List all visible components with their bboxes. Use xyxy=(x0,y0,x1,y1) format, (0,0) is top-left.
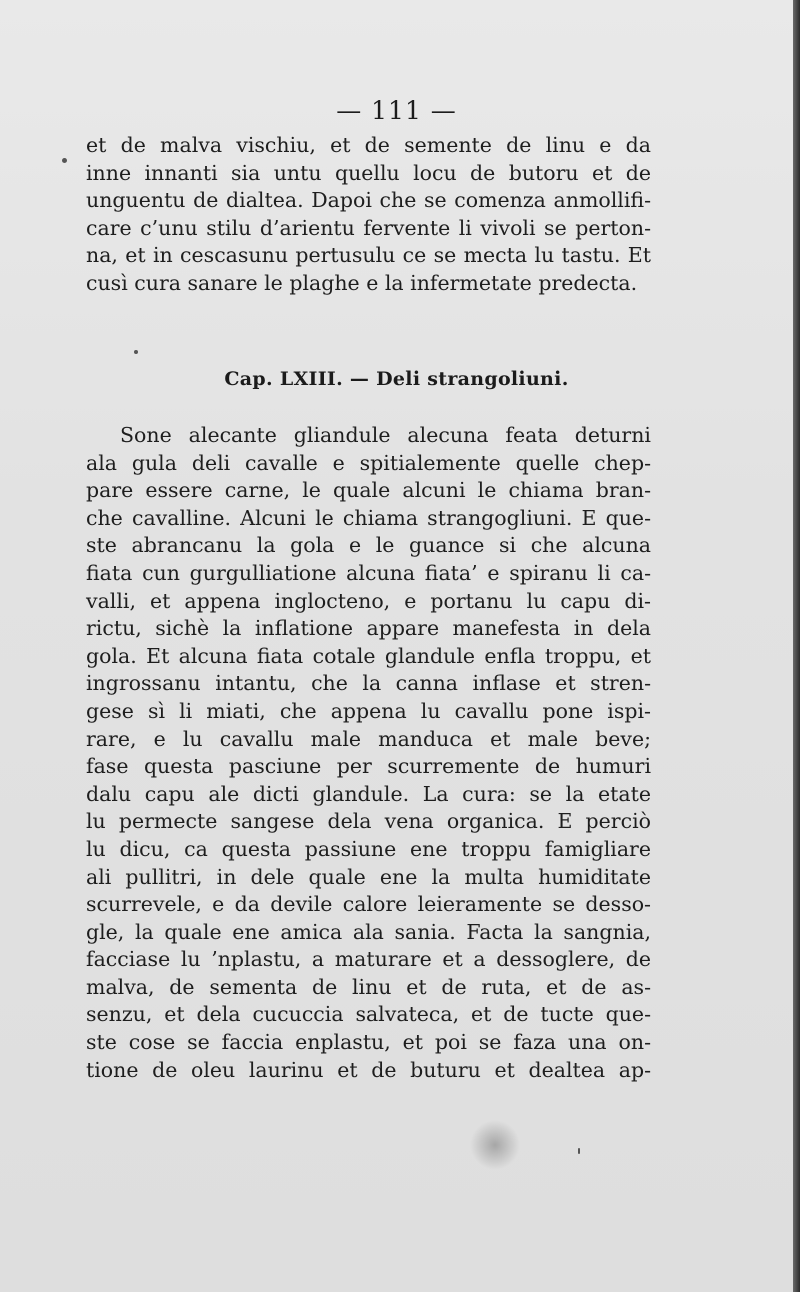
text-line: cusì cura sanare le plaghe e la infermetate predecta. xyxy=(86,270,638,295)
text-line: dalu capu ale dicti glandule. La cura: se la etate xyxy=(86,781,651,806)
text-line: lu permecte sangese dela vena organica. E perciò xyxy=(86,809,651,834)
text-line: valli, et appena inglocteno, e portanu lu capu di- xyxy=(86,588,651,613)
text-line: et de malva vischiu, et de semente de linu e da xyxy=(86,133,651,157)
text-line: lu dicu, ca questa passiune ene troppu famigliare xyxy=(86,836,651,861)
text-line: rictu, sichè la inflatione appare manefesta in dela xyxy=(86,616,651,641)
text-line: rare, e lu cavallu male manduca et male beve; xyxy=(86,726,651,751)
text-line: fiata cun gurgulliatione alcuna fiata’ e spiranu li ca- xyxy=(86,560,651,585)
chapter-heading: Cap. LXIII. — Deli strangoliuni. xyxy=(224,368,569,390)
scan-smudge xyxy=(470,1120,520,1170)
text-line: Sone alecante gliandule alecuna feata deturni xyxy=(120,423,651,447)
text-line: ingrossanu intantu, che la canna inflase et stren- xyxy=(86,671,651,696)
paragraph-continued xyxy=(86,132,651,298)
text-line: inne innanti sia untu quellu locu de butoru et de xyxy=(86,160,651,185)
text-line: ala gula deli cavalle e spitialemente quelle chep- xyxy=(86,450,651,475)
text-line: ali pullitri, in dele quale ene la multa humiditate xyxy=(86,864,651,889)
ink-speck xyxy=(62,158,67,163)
page-number: — 111 — xyxy=(336,96,457,125)
text-line: gola. Et alcuna fiata cotale glandule enfla troppu, et xyxy=(86,643,651,668)
text-line: senzu, et dela cucuccia salvateca, et de tucte que- xyxy=(86,1002,651,1027)
chapter-paragraph xyxy=(86,422,651,1084)
page-edge-shadow xyxy=(793,0,800,1292)
ink-speck xyxy=(578,1148,580,1154)
text-line: fase questa pasciune per scurremente de humuri xyxy=(86,754,651,779)
text-line: unguentu de dialtea. Dapoi che se comenza anmollifi- xyxy=(86,188,651,213)
text-line: care c’unu stilu d’arientu fervente li vivoli se perton- xyxy=(86,215,651,240)
text-line: facciase lu ’nplastu, a maturare et a dessoglere, de xyxy=(86,947,651,972)
text-line: malva, de sementa de linu et de ruta, et de as- xyxy=(86,974,651,999)
text-line: gese sì li miati, che appena lu cavallu pone ispi- xyxy=(86,698,651,723)
text-line: scurrevele, e da devile calore leieramente se desso- xyxy=(86,892,651,917)
ink-speck xyxy=(134,350,138,354)
text-line: ste abrancanu la gola e le guance si che alcuna xyxy=(86,533,651,558)
text-line: che cavalline. Alcuni le chiama strangogliuni. E que- xyxy=(86,505,651,530)
text-line: tione de oleu laurinu et de buturu et dealtea ap- xyxy=(86,1057,651,1082)
text-line: gle, la quale ene amica ala sania. Facta la sangnia, xyxy=(86,919,651,944)
text-line: pare essere carne, le quale alcuni le chiama bran- xyxy=(86,478,651,503)
text-line: na, et in cescasunu pertusulu ce se mecta lu tastu. Et xyxy=(86,243,651,268)
text-line: ste cose se faccia enplastu, et poi se faza una on- xyxy=(86,1030,651,1055)
